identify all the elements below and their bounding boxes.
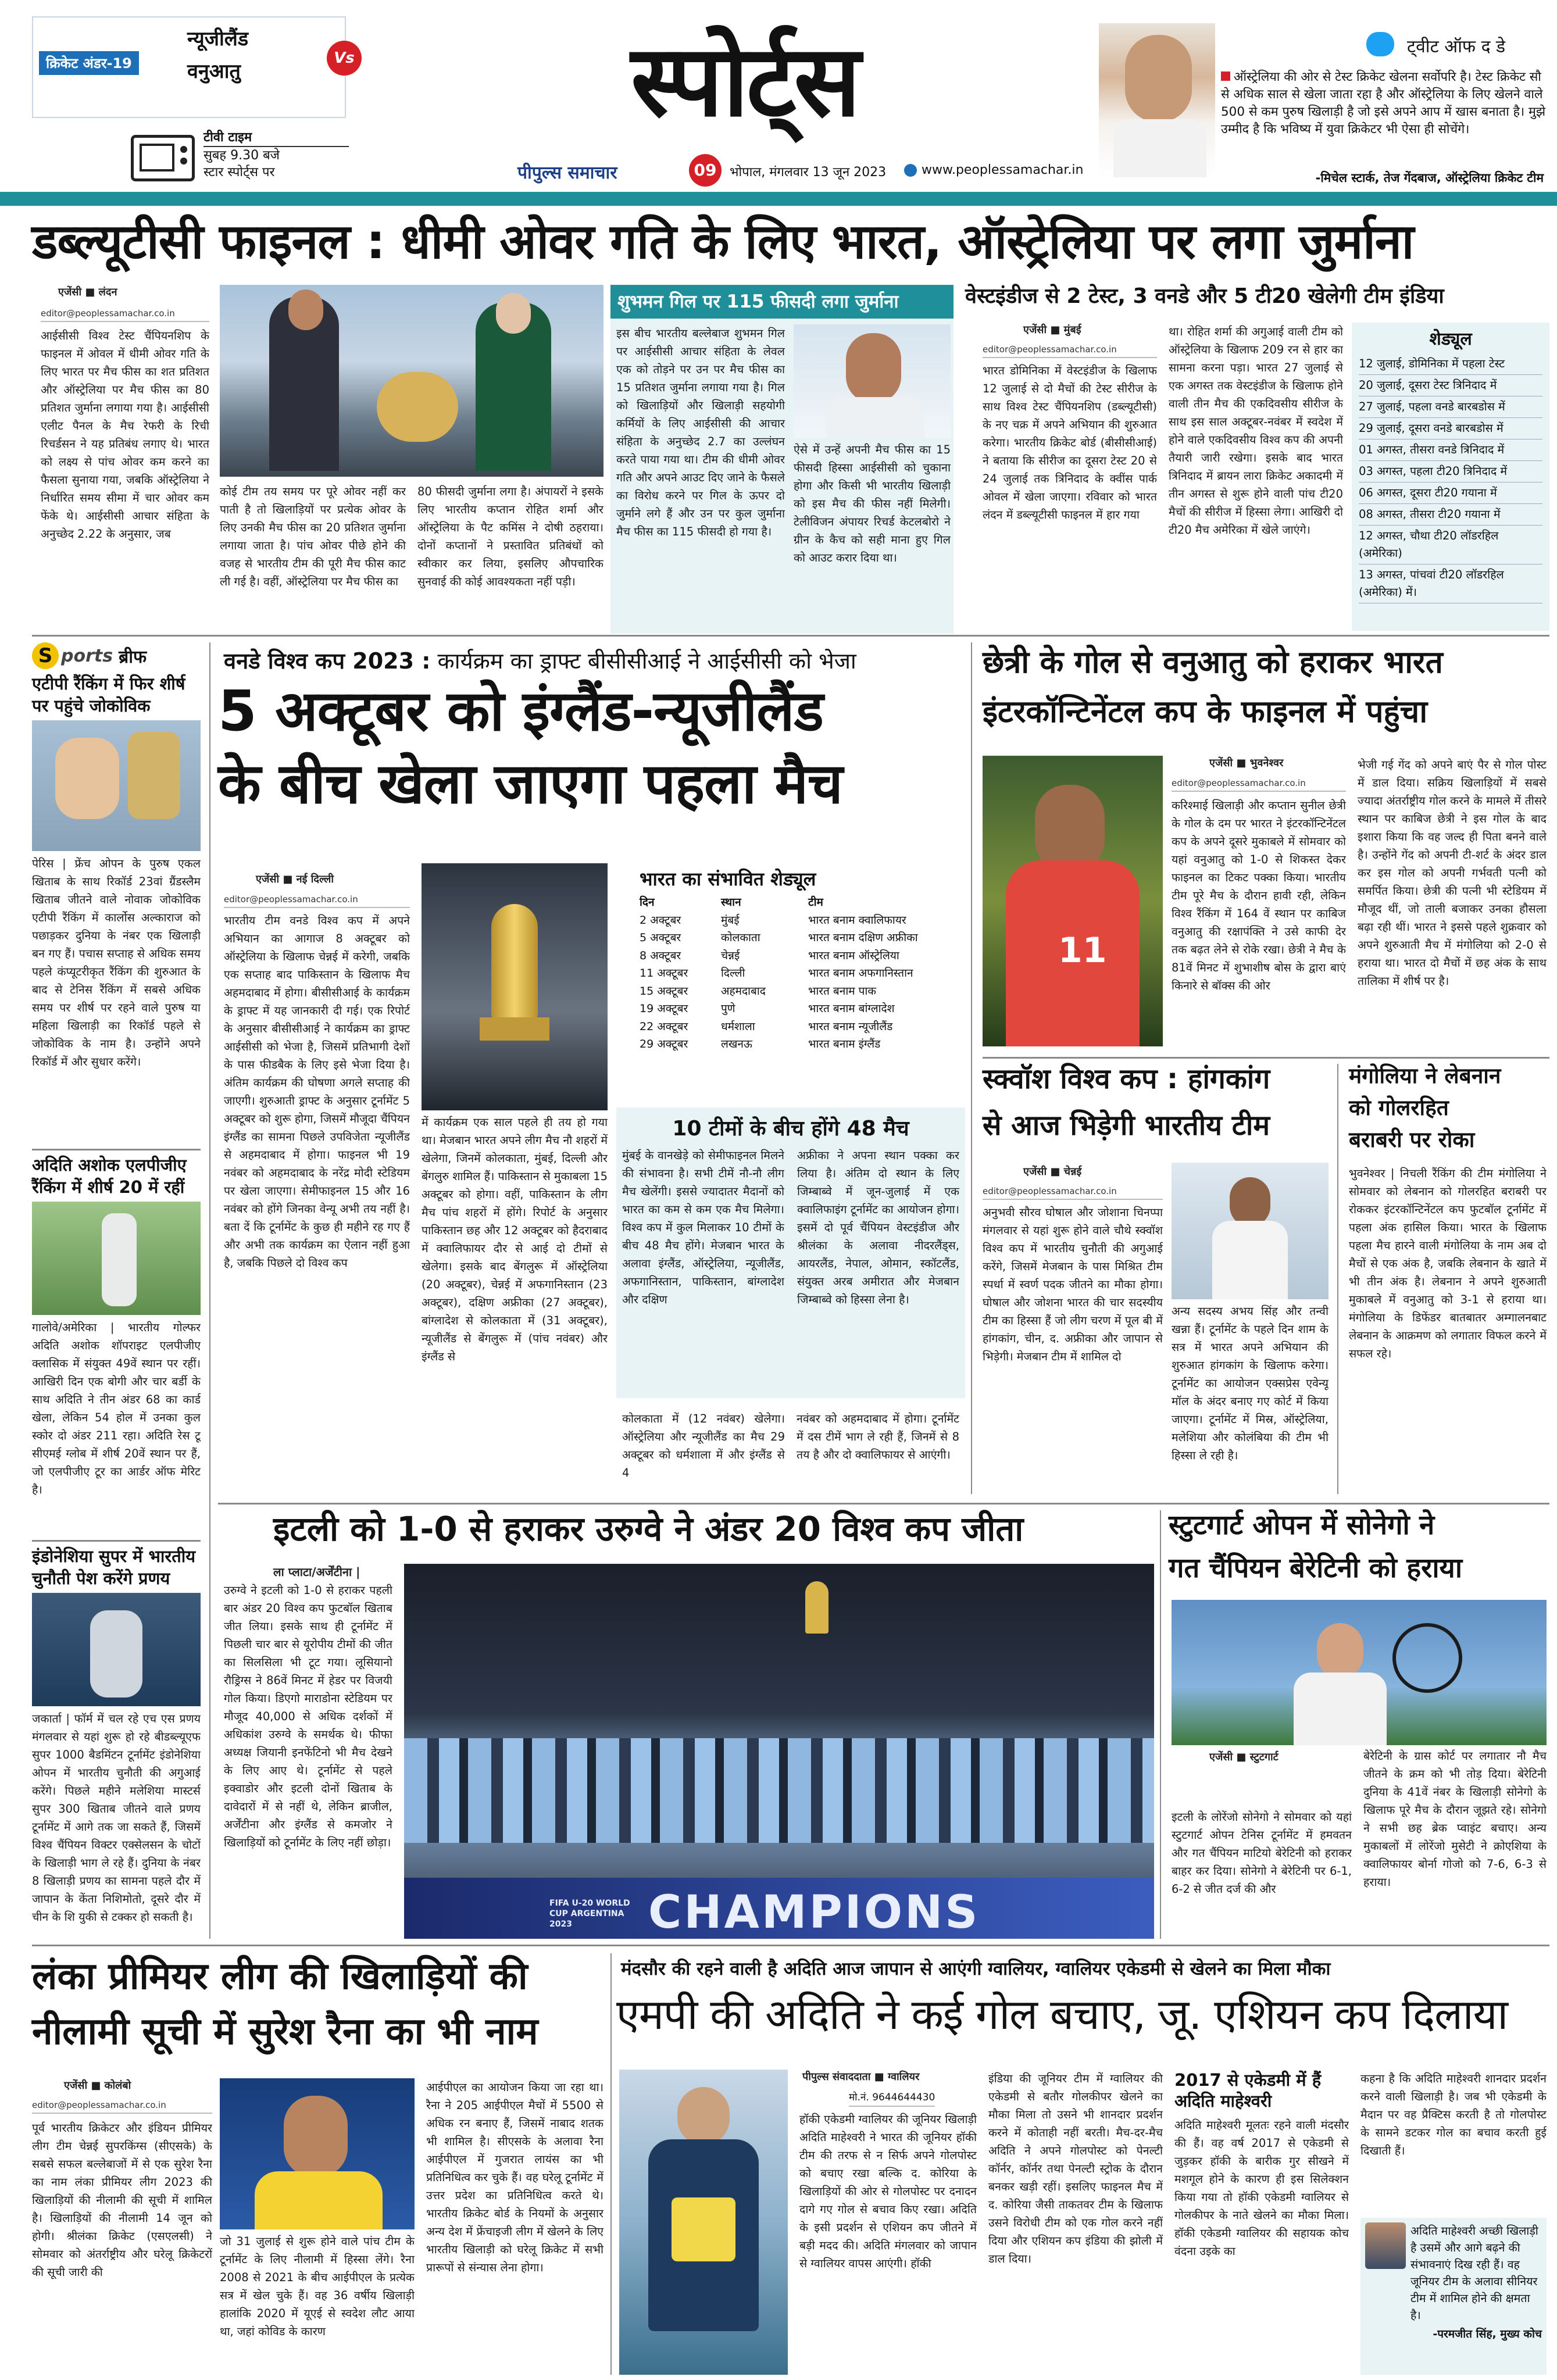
stuttgart-byline: एजेंसी ■ स्टुटगार्ट [1209, 1751, 1279, 1763]
wtc-col3: 80 फीसदी जुर्माना लगा है। अंपायरों ने इसके लिए भारतीय कप्तान रोहित शर्मा और ऑस्ट्रेलिया के पैट कमिंस ने दोषी ठहराया। दोनों कप्तानों ने प्रस्तावित प्रतिबंधों को स्वीकार कर लिया, इसलिए औपचारिक सुनवाई की कोई आवश्यकता नहीं पड़ी। [417, 485, 603, 588]
uruguay-photo [404, 1564, 1154, 1939]
wc-trophy-photo [422, 863, 608, 1110]
aditi-quote: अदिति माहेश्वरी अच्छी खिलाड़ी है उसमें और आगे बढ़ने की संभावनाएं दिख रही हैं। वह जूनियर टीम के अलावा सीनियर टीम में शामिल होने की क्षमता है। [1410, 2224, 1538, 2322]
wi-schedule-item: 12 अगस्त, चौथा टी20 लॉडरहिल (अमेरिका) [1359, 526, 1542, 564]
fixture-box [32, 16, 355, 118]
brief-column [32, 642, 201, 1939]
wtc-byline: एजेंसी ■ लंदन [58, 286, 117, 298]
aditi-sub-head [1174, 2070, 1349, 2111]
brief2-text: गालोवे/अमेरिका | भारतीय गोल्फर अदिति अशोक शॉपराइट एलपीजीए क्लासिक में संयुक्त 49वें स्थान पर रहीं। आखिरी दिन एक बोगी और चार बर्डी के साथ अदिति ने तीन अंडर 68 का कार्ड खेला, लेकिन 54 होल में उनका कुल स्कोर दो अंडर 211 रहा। अदिति रेस टू सीएमई ग्लोब में शीर्ष 20वें स्थान पर हैं, जो एलपीजीए टूर का आर्डर ऑफ मेरिट है। [32, 1321, 201, 1496]
wc-table-row [640, 964, 965, 982]
wc-headline-1: 5 अक्टूबर को इंग्लैंड-न्यूजीलैंड [218, 678, 823, 744]
wtc-headline: डब्ल्यूटीसी फाइनल : धीमी ओवर गति के लिए भारत, ऑस्ट्रेलिया पर लगा जुर्माना [32, 213, 1414, 270]
brief-label [32, 642, 201, 669]
wc-table-cell: भारत बनाम ऑस्ट्रेलिया [808, 949, 899, 962]
gill-col1: इस बीच भारतीय बल्लेबाज शुभमन गिल पर आईसीसी आचार संहिता के लेवल एक को तोड़ने पर उन पर मैच फीस का 15 प्रतिशत जुर्माना लगाया गया है। गिल को खिलाड़ियों और खिलाड़ी सहयोगी कर्मियों के लिए आईसीसी की आचार संहिता के अनुच्छेद 2.7 का उल्लंघन करते पाया गया था। टीम की धीमी ओवर गति और अपने आउट दिए जाने के फैसले का विरोध करने पर गिल के ऊपर दो जुर्माने लगे हैं और उन पर कुल जुर्माना मैच फीस का 115 फीसदी हो गया है। [616, 327, 785, 538]
wc-table-cell: दिल्ली [721, 967, 745, 980]
globe-icon [904, 164, 917, 177]
masthead-rule [0, 192, 1557, 206]
lpl-email: editor@peoplessamachar.co.in [32, 2100, 212, 2114]
squash-photo [1172, 1163, 1329, 1299]
divider-center [971, 642, 972, 1494]
squash-headline-2: से आज भिड़ेगी भारतीय टीम [983, 1109, 1270, 1142]
wc-col-a: भारतीय टीम वनडे विश्व कप में अपने अभियान का आगाज 8 अक्टूबर को ऑस्ट्रेलिया के खिलाफ चेन्नई में करेगी, जबकि एक सप्ताह बाद पाकिस्तान के खिलाफ मैच अहमदाबाद में होगा। बीसीसीआई के कार्यक्रम के ड्राफ्ट में यह जानकारी दी गई। एक रिपोर्ट के अनुसार बीसीसीआई ने कार्यक्रम का ड्राफ्ट आईसीसी को भेजा है, जिसमें प्रतिभागी देशों के पास फीडबैक के लिए इसे भेजा दिया है। अंतिम कार्यक्रम की घोषणा अगले सप्ताह की जाएगी। शुरुआती ड्राफ्ट के अनुसार टूर्नामेंट 5 अक्टूबर को शुरू होगा, जिसमें मौजूदा चैंपियन इंग्लैंड का सामना पिछले उपविजेता न्यूजीलैंड से अहमदाबाद में होगा। फाइनल भी 19 नवंबर को अहमदाबाद के नरेंद्र मोदी स्टेडियम पर खेला जाएगा। सेमीफाइनल 15 और 16 नवंबर को होंगे जिनका वेन्यू अभी तय नहीं है। बता दें कि टूर्नामेंट के कुछ ही महीने रह गए हैं और अभी तक कार्यक्रम का ऐलान नहीं हुआ है, जबकि पिछले दो विश्व कप [224, 914, 410, 1270]
wc-table-cell: भारत बनाम पाक [808, 984, 876, 998]
chhetri-photo: 11 [983, 756, 1163, 1046]
lpl-col3: आईपीएल का आयोजन किया जा रहा था। रैना ने 205 आईपीएल मैचों में 5500 से अधिक रन बनाए हैं, जिसमें नाबाद शतक भी शामिल है। सीएसके के अलावा रैना आईपीएल में गुजरात लायंस का भी प्रतिनिधित्व कर चुके हैं। वह घरेलू टूर्नामेंट में उत्तर प्रदेश का प्रतिनिधित्व करते थे। भारतीय क्रिकेट बोर्ड के नियमों के अनुसार अन्य देश में फ्रेंचाइजी लीग में खेलने के लिए भारतीय खिलाड़ी को घरेलू क्रिकेट में सभी प्रारूपों से संन्यास लेना होगा। [426, 2081, 603, 2274]
masthead [0, 0, 1557, 192]
tv-time: सुबह 9.30 बजे [203, 148, 280, 163]
fixture-team2: वनुआतु [187, 60, 241, 83]
aditi-photo [619, 2070, 788, 2375]
wc-table-cell: 15 अक्टूबर [640, 984, 688, 998]
brief1-headline: एटीपी रैंकिंग में फिर शीर्ष पर पहुंचे जोकोविक [32, 674, 185, 716]
divider-bottom [32, 1945, 1549, 1946]
wc-table-row [640, 1018, 965, 1036]
wi-schedule-item: 12 जुलाई, डोमिनिका में पहला टेस्ट [1359, 353, 1542, 375]
wc-box-col2: अफ्रीका ने अपना स्थान पक्का कर लिया है। अंतिम दो स्थान के लिए जिम्बाब्वे में जून-जुलाई में एक क्वालिफाइंग टूर्नामेंट का आयोजन होगा। इसमें दो पूर्व चैंपियन वेस्टइंडीज और श्रीलंका के अलावा नीदरलैंड्स, आयरलैंड, नेपाल, ओमान, स्कॉटलैंड, संयुक्त अरब अमीरात और मेजबान जिम्बाब्वे को हिस्सा लेना है। [797, 1149, 959, 1306]
aditi-col2: इंडिया की जूनियर टीम में ग्वालियर की एकेडमी से बतौर गोलकीपर खेलने का मौका मिला तो उसने भी शानदार प्रदर्शन करने में कोताही नहीं बरती। मैच-दर-मैच अदिति ने अपने गोलपोस्ट को पेनल्टी कॉर्नर, कॉर्नर तथा पेनल्टी स्ट्रोक के दौरान बनकर खड़ी रहीं। इसलिए फाइनल मैच में द. कोरिया जैसी ताकतवर टीम के खिलाफ उसने विरोधी टीम को एक गोल करने नहीं दिया और एशियन कप इंडिया की झोली में डाल दिया। [988, 2072, 1163, 2265]
wc-kicker [224, 645, 856, 676]
lpl-byline: एजेंसी ■ कोलंबो [64, 2079, 131, 2092]
squash-email: editor@peoplessamachar.co.in [983, 1186, 1163, 1200]
wi-col1: भारत डोमिनिका में वेस्टइंडीज के खिलाफ 12 जुलाई से दो मैचों की टेस्ट सीरीज के साथ विश्व टेस्ट चैंपियनशिप (डब्ल्यूटीसी) के नए चक्र में अपने अभियान की शुरुआत करेगा। भारतीय क्रिकेट बोर्ड (बीसीसीआई) ने बताया कि सीरीज का दूसरा टेस्ट 20 से 24 जुलाई तक त्रिनिदाद के क्वींस पार्क ओवल में खेला जाएगा। रविवार को भारत लंदन में डब्ल्यूटीसी फाइनल में हार गया [983, 364, 1157, 521]
chhetri-col2: भेजी गई गेंद को अपने बाएं पैर से गोल पोस्ट में डाल दिया। सक्रिय खिलाड़ियों में सबसे ज्यादा अंतर्राष्ट्रीय गोल करने के मामले में तीसरे स्थान पर काबिज छेत्री ने इस गोल के बाद इशारा किया कि वह जल्द ही पिता बनने वाले है। उन्होंने गेंद को अपनी टी-शर्ट के अंदर डाल कर इस गोल को अपनी गर्भवती पत्नी को समर्पित किया। छेत्री की पत्नी भी स्टेडियम में मौजूद थीं, जो ताली बजाकर उनका हौसला बढ़ा रही थीं। भारत ने इससे पहले शुक्रवार को अपने शुरुआती मैच में मंगोलिया को 2-0 से हराया था। भारत दो मैचों में छह अंक के साथ तालिका में शीर्ष पर है। [1358, 758, 1547, 988]
prannoy-photo [32, 1593, 201, 1706]
wc-table-cell: मुंबई [721, 913, 740, 927]
wc-48-box [616, 1107, 965, 1398]
gill-box [610, 285, 954, 634]
wi-schedule-item: 20 जुलाई, दूसरा टेस्ट त्रिनिदाद में [1359, 375, 1542, 396]
aditi-kicker: मंदसौर की रहने वाली है अदिति आज जापान से आएंगी ग्वालियर, ग्वालियर एकेडमी से खेलने का मिला मौका [621, 1959, 1331, 1979]
divider-mid [218, 1503, 1549, 1505]
wtc-photo [220, 285, 603, 477]
wc-box-headline: 10 टीमों के बीच होंगे 48 मैच [672, 1117, 909, 1141]
wi-byline: एजेंसी ■ मुंबई [1023, 324, 1081, 336]
djokovic-photo [32, 720, 201, 851]
wc-table-cell: 11 अक्टूबर [640, 967, 688, 980]
aditi-sub-head-2: अदिति माहेश्वरी [1174, 2091, 1272, 2111]
wi-schedule-item: 27 जुलाई, पहला वनडे बारबडोस में [1359, 396, 1542, 418]
wc-table-cell: दिन [640, 896, 655, 909]
divider-chhetri [983, 1057, 1549, 1059]
brief1-text: पेरिस | फ्रेंच ओपन के पुरुष एकल खिताब के साथ रिकॉर्ड 23वां ग्रैंडस्लैम खिताब जीतने वाले नोवाक जोकोविक एटीपी रैंकिंग में कार्लोस अल्काराज को पछाड़कर दुनिया के नंबर एक खिलाड़ी बन गए हैं। पचास सप्ताह से अधिक समय पहले कंप्यूटरीकृत रैंकिंग की शुरुआत के बाद से टेनिस रैंकिंग में सबसे अधिक समय पर शीर्ष पर रहने वाले पुरुष या महिला खिलाड़ी का रिकॉर्ड पहले से जोकोविक के नाम है। उन्होंने अपने रिकॉर्ड में और सुधार करेंगे। [32, 857, 201, 1069]
aditi-col4: कहना है कि अदिति माहेश्वरी शानदार प्रदर्शन करने वाली खिलाड़ी है। जब भी एकेडमी के मैदान पर वह प्रैक्टिस करती है तो गोलपोस्ट के सामने डटकर गोल का बचाव करती हुई दिखाती हैं। [1360, 2072, 1547, 2157]
wc-col-b: में कार्यक्रम एक साल पहले ही तय हो गया था। मेजबान भारत अपने लीग मैच नौ शहरों में खेलेगा, जिनमें कोलकाता, मुंबई, दिल्ली और बेंगलुरु शामिल हैं। पाकिस्तान से मुकाबला 15 अक्टूबर को होगा। वहीं, पाकिस्तान के लीग मैच पांच शहरों में होंगे। रिपोर्ट के अनुसार पाकिस्तान छह और 12 अक्टूबर को हैदराबाद में क्वालिफायर दौर से आई दो टीमों से खेलेगा। इसके बाद बेंगलुरू में ऑस्ट्रेलिया (20 अक्टूबर), चेन्नई में अफगानिस्तान (23 अक्टूबर), दक्षिण अफ्रीका (27 अक्टूबर), बांग्लादेश से कोलकाता में (31 अक्टूबर), न्यूजीलैंड से बेंगलुरू में (पांच नवंबर) और इंग्लैंड से [422, 1116, 608, 1363]
mongolia-headline-3: बराबरी पर रोका [1349, 1127, 1475, 1152]
twitter-icon [1366, 32, 1394, 56]
wc-schedule-table [616, 866, 965, 1105]
wc-table-cell: टीम [808, 896, 823, 909]
tv-time-title: टीवी टाइम [203, 129, 349, 147]
aditi-ashok-photo [32, 1202, 201, 1315]
dateline: भोपाल, मंगलवार 13 जून 2023 [730, 165, 887, 180]
wc-email: editor@peoplessamachar.co.in [224, 894, 410, 908]
tweet-body: ऑस्ट्रेलिया की ओर से टेस्ट क्रिकेट खेलना सर्वोपरि है। टेस्ट क्रिकेट सौ से अधिक साल से खेला जाता रहा है और ऑस्ट्रेलिया के लिए खेलने वाले 500 से कम पुरुष खिलाड़ी है जो इसे अपने आप में खास बनाता है। मुझे उम्मीद है कि भविष्य में युवा क्रिकेटर भी ऐसा ही सोचेंगे। [1221, 70, 1546, 137]
wi-schedule-item: 03 अगस्त, पहला टी20 त्रिनिदाद में [1359, 461, 1542, 483]
wc-table-cell: धर्मशाला [721, 1020, 755, 1033]
brief3-text: जकार्ता | फॉर्म में चल रहे एच एस प्रणय मंगलवार से यहां शुरू हो रहे बीडब्ल्यूएफ सुपर 1000 बैडमिंटन टूर्नामेंट इंडोनेशिया ओपन में भारतीय चुनौती की अगुआई करेंगे। पिछले महीने मलेशिया मास्टर्स सुपर 300 खिताब जीतने वाले प्रणय टूर्नामेंट में आगे तक जा सकते हैं, जिसमें विश्व चैंपियन विक्टर एक्सेलसन के चोटों के खिलाड़ी भाग ले रहे हैं। दुनिया के नंबर 8 खिलाड़ी प्रणय का सामना पहले दौर में जापान के केंता निशिमोतो, दूसरे दौर में चीन के शि युकी से टक्कर हो सकती है। [32, 1712, 201, 1924]
page-title: स्पोर्ट्स [631, 24, 859, 139]
wtc-col1: आईसीसी विश्व टेस्ट चैंपियनशिप के फाइनल में ओवल में धीमी ओवर गति के लिए भारत पर मैच फीस का शत प्रतिशत और ऑस्ट्रेलिया पर मैच फीस का 80 प्रतिशत जुर्माना लगाया गया है। आईसीसी एलीट पैनल के मैच रेफरी के रिची रिचर्डसन ने यह प्रतिबंध लगाए थे। भारत को लक्ष्य से पांच ओवर कम करने का फैसला सुनाया गया, जबकि ऑस्ट्रेलिया ने निर्धारित समय सीमा में चार ओवर कम फेंके थे। आईसीसी आचार संहिता के अनुच्छेद 2.22 के अनुसार, जब [41, 329, 209, 541]
mongolia-headline-1: मंगोलिया ने लेबनान [1349, 1063, 1501, 1088]
divider-stuttgart [1160, 1510, 1161, 1939]
wi-schedule-item: 13 अगस्त, पांचवां टी20 लॉडरहिल (अमेरिका) में। [1359, 564, 1542, 603]
gill-col2: ऐसे में उन्हें अपनी मैच फीस का 15 फीसदी हिस्सा आईसीसी को चुकाना होगा और किसी भी भारतीय खिलाड़ी को इस मैच की फीस नहीं मिलेगी। टेलीविजन अंपायर रिचर्ड केटलबोरो ने ग्रीन के कैच को सही माना हुए गिल को आउट करार दिया था। [794, 443, 951, 564]
wc-table-cell: भारत बनाम बांग्लादेश [808, 1002, 895, 1015]
wi-schedule-item: 06 अगस्त, दूसरा टी20 गयाना में [1359, 483, 1542, 504]
fixture-team1: न्यूजीलैंड [187, 27, 249, 51]
lpl-col2: जो 31 जुलाई से शुरू होने वाले पांच टीम के टूर्नामेंट के लिए नीलामी में हिस्सा लेंगे। रैना 2008 से 2021 के बीच आईपीएल के प्रत्येक सत्र में खेल चुके हैं। वह 36 वर्षीय खिलाड़ी हालांकि 2020 में यूएई से स्वदेश लौट आया था, जहां कोविड के कारण [220, 2235, 415, 2338]
fixture-tag: क्रिकेट अंडर-19 [39, 51, 139, 75]
uruguay-byline: ला प्लाटा/अर्जेंटीना | [273, 1565, 360, 1579]
fifa-banner: FIFA U-20 WORLD CUP ARGENTINA 2023 [549, 1899, 630, 1929]
wc-table-cell: भारत बनाम क्वालिफायर [808, 913, 906, 927]
wc-table-row [640, 947, 965, 965]
divider-mongolia [1337, 1064, 1338, 1494]
wi-schedule-item: 08 अगस्त, तीसरा टी20 गयाना में [1359, 504, 1542, 526]
divider-aditi [610, 1953, 612, 2375]
chhetri-headline-2: इंटरकॉन्टिनेंटल कप के फाइनल में पहुंचा [983, 694, 1428, 730]
wc-table-cell: लखनऊ [721, 1038, 752, 1050]
brief-label-brief: ब्रीफ [119, 646, 147, 667]
wc-table-cell: स्थान [721, 896, 741, 909]
brief2-headline: अदिति अशोक एलपीजीए रैंकिंग में शीर्ष 20 में रहीं [32, 1155, 187, 1197]
wc-table-cell: भारत बनाम अफगानिस्तान [808, 967, 913, 980]
aditi-byline: पीपुल्स संवाददाता ■ ग्वालियर [802, 2071, 920, 2083]
wc-table-cell: भारत बनाम न्यूजीलैंड [808, 1020, 893, 1033]
divider-wtc [32, 635, 1549, 637]
website: www.peoplessamachar.in [922, 163, 1084, 177]
wi-schedule-item: 01 अगस्त, तीसरा वनडे त्रिनिदाद में [1359, 439, 1542, 461]
wc-table-cell: पुणे [721, 1002, 735, 1015]
tv-time-box [203, 129, 349, 181]
wc-table-body [616, 894, 965, 1053]
wc-end-col1: कोलकाता में (12 नवंबर) खेलेगा। ऑस्ट्रेलिया और न्यूजीलैंड का मैच 29 अक्टूबर को धर्मशाला में और इंग्लैंड से 4 [622, 1412, 785, 1480]
chhetri-col1: करिश्माई खिलाड़ी और कप्तान सुनील छेत्री के गोल के दम पर भारत ने इंटरकॉन्टिनेंटल कप के अपने दूसरे मुकाबले में सोमवार को यहां वनुआतु को 1-0 से शिकस्त देकर फाइनल का टिकट पक्का किया। भारतीय टीम पूरे मैच के दौरान हावी रही, लेकिन विश्व रैंकिंग में 164 वें स्थान पर काबिज वनुआतु की रक्षापंक्ति ने उसे काफी देर तक बढ़त लेने से रोके रखा। छेत्री ने मैच के 81वें मिनट में शुभाशीष बोस के द्वारा बाएं किनारे से बॉक्स की ओर [1172, 799, 1346, 992]
wi-schedule-title: शेड्यूल [1429, 329, 1472, 349]
brief3-headline: इंडोनेशिया सुपर में भारतीय चुनौती पेश करेंगे प्रणय [32, 1546, 196, 1588]
brief-label-s: S [32, 642, 59, 669]
wc-byline: एजेंसी ■ नई दिल्ली [256, 873, 334, 885]
wtc-email: editor@peoplessamachar.co.in [41, 308, 209, 322]
stuttgart-col2: बेरेटिनी के ग्रास कोर्ट पर लगातार नौ मैच जीतने के क्रम को भी तोड़ दिया। बेरेटिनी दुनिया के 41वें नंबर के खिलाड़ी सोनेगो के खिलाफ पूरे मैच के दौरान जूझते रहे। सोनेगो ने सभी छह ब्रेक प्वाइंट बचाए। अन्य मुकाबलों में लोरेंजो मुसेटी ने क्रोएशिया के क्वालिफायर बोर्ना गोजो को 7-6, 6-3 से हराया। [1363, 1749, 1547, 1889]
aditi-col1: हॉकी एकेडमी ग्वालियर की जूनियर खिलाड़ी अदिति माहेश्वरी ने भारत की जूनियर हॉकी टीम की तरफ से न सिर्फ अपने गोलपोस्ट को बचाए रखा बल्कि द. कोरिया के खिलाड़ियों की ओर से गोलपोस्ट पर दनादन दागे गए गोल से बचाव किए रखा। अदिति के इसी प्रदर्शन से एशियन कप जीतने में बड़ी मदद की। अदिति मंगलवार को जापान से ग्वालियर वापस आएंगी। हॉकी [799, 2113, 977, 2270]
gill-headline: शुभमन गिल पर 115 फीसदी लगा जुर्माना [610, 285, 954, 319]
wc-table-row [640, 1035, 965, 1053]
wc-headline-2: के बीच खेला जाएगा पहला मैच [218, 751, 842, 816]
chhetri-byline: एजेंसी ■ भुवनेश्वर [1209, 757, 1284, 769]
squash-col1: अनुभवी सौरव घोषाल और जोशाना चिनप्पा मंगलवार से यहां शुरू होने वाले चौथे स्क्वॉश विश्व कप में भारतीय चुनौती की अगुआई करेंगे, जिसमें मेजबान के पास मिश्रित टीम स्पर्धा में स्वर्ण पदक जीतने का मौका होगा। घोषाल और जोशना भारत की चार सदस्यीय टीम का हिस्सा हैं जो लीग चरण में पूल बी में हांगकांग, चीन, द. अफ्रीका और जापान से भिड़ेगी। मेजबान टीम में शामिल दो [983, 1206, 1163, 1363]
coach-photo [1365, 2222, 1406, 2269]
wc-table-cell: कोलकाता [721, 931, 760, 944]
aditi-sub-head-1: 2017 से एकेडमी में हैं [1174, 2070, 1322, 2090]
wc-table-cell: 2 अक्टूबर [640, 913, 681, 927]
raina-photo [220, 2078, 415, 2229]
chhetri-email: editor@peoplessamachar.co.in [1172, 778, 1346, 792]
wc-table-row [640, 912, 965, 930]
chhetri-headline-1: छेत्री के गोल से वनुआतु को हराकर भारत [983, 645, 1443, 680]
wc-box-col1: मुंबई के वानखेड़े को सेमीफाइनल मिलने की संभावना है। सभी टीमें नौ-नौ लीग मैच खेलेंगी। इससे ज्यादातर मैदानों को भारत का कम से कम एक मैच मिलेगा। विश्व कप में कुल मिलाकर 10 टीमों के बीच 48 मैच होंगे। मेजबान भारत के अलावा इंग्लैंड, ऑस्ट्रेलिया, न्यूजीलैंड, अफगानिस्तान, पाकिस्तान, बांग्लादेश और दक्षिण [622, 1149, 784, 1306]
tv-icon [131, 135, 195, 181]
mongolia-text: भुवनेश्वर | निचली रैंकिंग की टीम मंगोलिया ने सोमवार को लेबनान को गोलरहित बराबरी पर रोककर इंटरकॉन्टिनेंटल कप फुटबॉल टूर्नामेंट में पहला अंक हासिल किया। भारत के खिलाफ पहला मैच हारने वाली मंगोलिया के नाम अब दो मैचों से एक अंक है, जबकि लेबनान के खाते में भी तीन अंक है। लेबनान ने अपने शुरुआती मुकाबले में वनुआतु को 3-1 से हराया था। मंगोलिया के डिफेंडर बातबातर अम्गालनबाट लेबनान के आक्रमण को लगातार विफल करने में सफल रहे। [1349, 1167, 1547, 1360]
page-number: 09 [689, 154, 722, 187]
squash-headline-1: स्क्वॉश विश्व कप : हांगकांग [983, 1063, 1270, 1095]
wc-kicker-text: कार्यक्रम का ड्राफ्ट बीसीसीआई ने आईसीसी को भेजा [437, 648, 856, 674]
tv-channel: स्टार स्पोर्ट्स पर [203, 165, 275, 180]
wc-kicker-bold: वनडे विश्व कप 2023 : [224, 648, 431, 674]
starc-photo [1099, 23, 1215, 177]
paper-name: पीपुल्स समाचार [517, 163, 617, 183]
stuttgart-col1: इटली के लोरेंजो सोनेगो ने सोमवार को यहां स्टुटगार्ट ओपन टेनिस टूर्नामेंट में हमवतन और गत चैंपियन माटियो बेरेटिनी को हराकर बाहर कर दिया। सोनेगो ने बेरेटिनी पर 6-1, 6-2 से जीत दर्ज की और [1172, 1810, 1352, 1896]
wi-email: editor@peoplessamachar.co.in [983, 344, 1157, 358]
stuttgart-photo [1172, 1600, 1547, 1745]
wc-table-title: भारत का संभावित शेड्यूल [640, 868, 816, 890]
wc-table-cell: 19 अक्टूबर [640, 1002, 688, 1015]
wc-table-cell: 29 अक्टूबर [640, 1038, 688, 1050]
stuttgart-headline-1: स्टुटगार्ट ओपन में सोनेगो ने [1169, 1509, 1435, 1541]
divider-brief [209, 642, 210, 1939]
vs-badge: Vs [327, 41, 362, 76]
wc-table-cell: अहमदाबाद [721, 984, 766, 998]
wtc-col2: कोई टीम तय समय पर पूरे ओवर नहीं कर पाती है तो खिलाड़ियों पर प्रत्येक ओवर के लिए उनकी मैच फीस का 20 प्रतिशत जुर्माना लगाया जाता है। पांच ओवर पीछे होने की वजह से भारतीय टीम की पूरी मैच फीस काट ली गई है। वहीं, ऑस्ट्रेलिया पर मैच फीस का [220, 485, 406, 588]
wc-end-col2: नवंबर को अहमदाबाद में होगा। टूर्नामेंट में दस टीमें भाग ले रही हैं, जिनमें से 8 तय है और दो क्वालिफायर से आएंगी। [797, 1412, 959, 1461]
stuttgart-headline-2: गत चैंपियन बेरेटिनी को हराया [1169, 1552, 1462, 1584]
wc-table-cell: चेन्नई [721, 949, 740, 962]
tweet-label: ट्वीट ऑफ द डे [1407, 37, 1506, 57]
squash-col2: अन्य सदस्य अभय सिंह और तन्वी खन्ना हैं। टूर्नामेंट के पहले दिन शाम के सत्र में भारत अपने अभियान की शुरुआत हांगकांग के खिलाफ करेगा। टूर्नामेंट का आयोजन एक्सप्रेस एवेन्यू मॉल के अंदर बनाए गए कोर्ट में किया जाएगा। टूर्नामेंट में मिस्र, ऑस्ट्रेलिया, मलेशिया और कोलंबिया की टीम भी हिस्सा ले रही है। [1172, 1305, 1329, 1462]
aditi-quote-author: -परमजीत सिंह, मुख्य कोच [1433, 2328, 1542, 2340]
aditi-mobile: मो.नं. 9644644430 [849, 2090, 935, 2107]
aditi-col3: अदिति माहेश्वरी मूलतः रहने वाली मंदसौर की हैं। वह वर्ष 2017 से एकेडमी से जुड़कर हॉकी के बारीक गुर सीखने में मशगूल होने के कारण ही इस सिलेक्शन किया गया तो हॉकी एकेडमी ग्वालियर से गोलकीपर के नाते खेलने का मौका मिला। हॉकी एकेडमी ग्वालियर की सहायक कोच वंदना उइके का [1174, 2118, 1349, 2258]
mongolia-headline-2: को गोलरहित [1349, 1095, 1449, 1120]
champions-banner: CHAMPIONS [648, 1886, 980, 1939]
uruguay-headline: इटली को 1-0 से हराकर उरुग्वे ने अंडर 20 विश्व कप जीता [273, 1509, 1024, 1549]
wc-table-row [640, 929, 965, 947]
squash-byline: एजेंसी ■ चेन्नई [1023, 1166, 1082, 1178]
tweet-author: -मिचेल स्टार्क, तेज गेंदबाज, ऑस्ट्रेलिया क्रिकेट टीम [1315, 171, 1544, 185]
wi-col2: था। रोहित शर्मा की अगुआई वाली टीम को ऑस्ट्रेलिया के खिलाफ 209 रन से हार का सामना करना पड़ा। भारत 27 जुलाई से एक अगस्त तक वेस्टइंडीज के खिलाफ होने वाली तीन मैच की एकदिवसीय सीरीज के साथ इस साल अक्टूबर-नवंबर में स्वदेश में होने वाले एकदिवसीय विश्व कप की अपनी तैयारी जारी रखेगा। इसके बाद भारत त्रिनिदाद में ब्रायन लारा क्रिकेट अकादमी में तीन अगस्त से शुरू होने वाली पांच टी20 मैचों की सीरीज में हिस्सा लेगा। आखिरी दो टी20 मैच अमेरिका में खेले जाएंगे। [1169, 325, 1343, 537]
wc-table-header [640, 894, 965, 912]
wi-schedule-list [1359, 353, 1542, 603]
tweet-text [1221, 69, 1547, 138]
wi-schedule-item: 29 जुलाई, दूसरा वनडे बारबडोस में [1359, 418, 1542, 439]
wc-table-cell: 5 अक्टूबर [640, 931, 681, 944]
aditi-headline: एमपी की अदिति ने कई गोल बचाए, जू. एशियन कप दिलाया [616, 1990, 1508, 2039]
wi-headline: वेस्टइंडीज से 2 टेस्ट, 3 वनडे और 5 टी20 खेलेगी टीम इंडिया [965, 284, 1444, 308]
aditi-quote-box [1360, 2218, 1547, 2375]
gill-photo [794, 324, 951, 438]
tweet-bullet [1221, 72, 1230, 81]
wi-schedule [1352, 323, 1549, 631]
lpl-col1: पूर्व भारतीय क्रिकेटर और इंडियन प्रीमियर लीग टीम चेन्नई सुपरकिंग्स (सीएसके) के सबसे सफल बल्लेबाजों में से एक सुरेश रैना का नाम लंका प्रीमियर लीग 2023 की खिलाड़ियों की नीलामी की सूची में शामिल है। खिलाड़ियों की नीलामी 14 जून को होगी। श्रीलंका क्रिकेट (एसएलसी) ने सोमवार को अंतर्राष्ट्रीय और घरेलू क्रिकेटरों की सूची जारी की [32, 2121, 212, 2279]
uruguay-text: उरुग्वे ने इटली को 1-0 से हराकर पहली बार अंडर 20 विश्व कप फुटबॉल खिताब जीत लिया। इसके साथ ही टूर्नामेंट में पिछली चार बार से यूरोपीय टीमों की जीत का सिलसिला भी टूट गया। लूसियानो रौड्रिग्स ने 86वें मिनट में हेडर पर विजयी गोल किया। डिएगो माराडोना स्टेडियम पर मौजूद 40,000 से अधिक दर्शकों में अधिकांश उरुग्वे के समर्थक थे। फीफा अध्यक्ष जियानी इनफेंटिनो भी मैच देखने के लिए आए थे। टूर्नामेंट से पहले इक्वाडोर और इटली दोनों खिताब के दावेदारों में से नहीं थे, लेकिन ब्राजील, अर्जेंटीना और इंग्लैंड से कमजोर ने खिलाड़ियों को टूर्नामेंट के लिए नहीं छोड़ा। [224, 1584, 392, 1849]
wc-table-cell: भारत बनाम दक्षिण अफ्रीका [808, 931, 918, 944]
wc-table-cell: 22 अक्टूबर [640, 1020, 688, 1033]
wc-table-cell: भारत बनाम इंग्लैंड [808, 1038, 881, 1050]
brief-label-rest: ports [61, 645, 113, 666]
lpl-headline-2: नीलामी सूची में सुरेश रैना का भी नाम [32, 2010, 538, 2053]
wc-table-row [640, 1000, 965, 1018]
wc-table-row [640, 982, 965, 1000]
wc-table-cell: 8 अक्टूबर [640, 949, 681, 962]
lpl-headline-1: लंका प्रीमियर लीग की खिलाड़ियों की [32, 1955, 528, 1998]
